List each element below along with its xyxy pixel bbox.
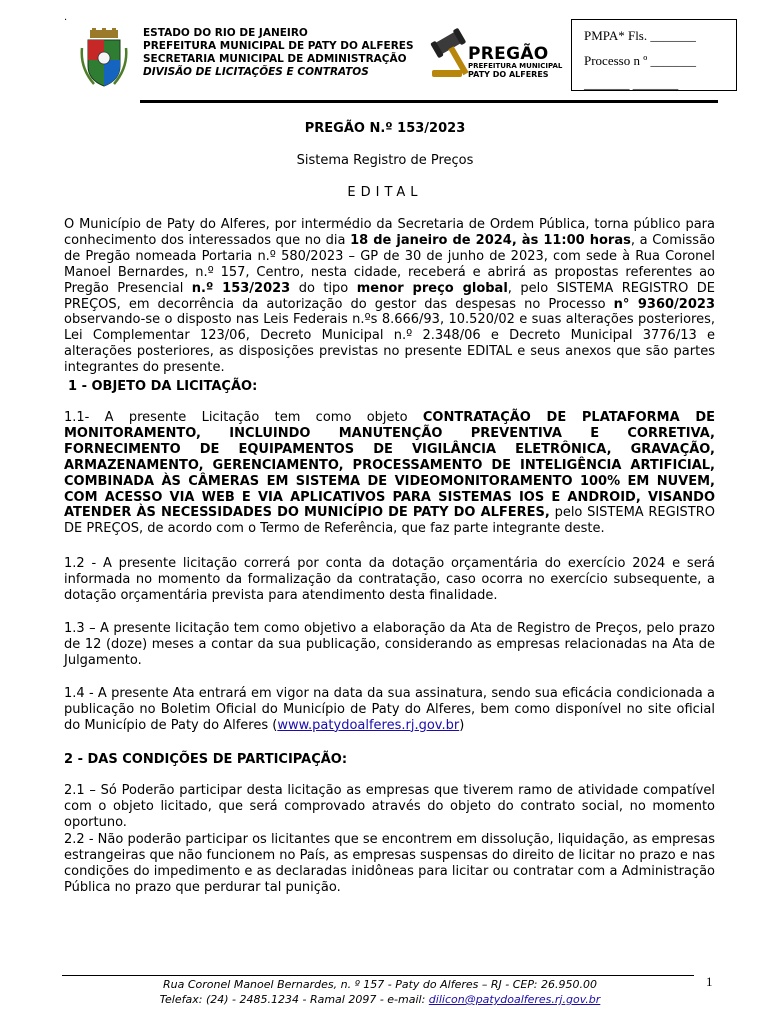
intro-type: menor preço global	[356, 280, 508, 296]
pregao-logo-subtitle	[468, 62, 562, 79]
section-1-heading: 1 - OBJETO DA LICITAÇÃO:	[68, 379, 258, 394]
intro-text: do tipo	[290, 280, 357, 296]
p14-text: 1.4 - A presente Ata entrará em vigor na data da sua assinatura, sendo sua eficácia condicionada a publicação no Boletim Oficial do Município de Paty do Alferes, bem como disponível no site oficial do Município de Paty do Alferes (	[64, 686, 715, 733]
p11-text: 1.1- A presente Licitação tem como objeto	[64, 410, 423, 425]
page-number: 1	[706, 974, 713, 989]
pregao-logo-title: PREGÃO	[468, 44, 549, 64]
footer-contact	[64, 993, 696, 1006]
pregao-logo-sub2: PATY DO ALFERES	[468, 69, 549, 79]
municipal-crest-icon	[80, 28, 128, 88]
header-division: DIVISÃO DE LICITAÇÕES E CONTRATOS	[143, 66, 369, 78]
footer-divider	[62, 975, 694, 976]
p14-text: )	[459, 717, 465, 733]
p11-object: CONTRATAÇÃO DE PLATAFORMA DE MONITORAMENTO, INCLUINDO MANUTENÇÃO PREVENTIVA E CORRETIVA, FORNECIMENTO DE EQUIPAMENTOS DE VIGILÂNCIA ELETRÔNICA, GRAVAÇÃO, ARMAZENAMENTO, GERENCIAMENTO, PROCESSAMENTO DE INTELIGÊNCIA ARTIFICIAL, COMBINADA ÀS CÂMERAS EM SISTEMA DE VIDEOMONITORAMENTO 100% EM NUVEM, COM ACESSO VIA WEB E VIA APLICATIVOS PARA SISTEMAS IOS E ANDROID, VISANDO ATENDER ÀS NECESSIDADES DO MUNICÍPIO DE PATY DO ALFERES,	[64, 410, 715, 521]
intro-pregao-number: n.º 153/2023	[191, 280, 291, 296]
intro-process-number: n° 9360/2023	[613, 296, 715, 312]
intro-text: , a Comissão de Pregão nomeada Portaria n.º 580/2023 – GP de 30 de junho de 2023, com sede à Rua Coronel Manoel Bernardes, n.º 157, Centro, nesta cidade, receberá e abrirá as propostas referentes ao Pregão Presencial	[64, 232, 716, 296]
section-2-heading: 2 - DAS CONDIÇÕES DE PARTICIPAÇÃO:	[64, 752, 348, 767]
intro-text: , pelo SISTEMA REGISTRO DE PREÇOS, em decorrência da autorização do gestor das despesas no Processo	[64, 280, 716, 312]
paragraph-2-2: 2.2 - Não poderão participar os licitantes que se encontrem em dissolução, liquidação, as empresas estrangeiras que não funcionem no País, as empresas suspensas do direito de licitar no prazo e nas condições do impedimento e as declaradas inidôneas para licitar ou contratar com a Administração Pública no prazo que perdurar tal punição.	[64, 832, 715, 895]
protocol-box	[571, 19, 737, 91]
intro-text: O Município de Paty do Alferes, por intermédio da Secretaria de Ordem Pública, torna público para conhecimento dos interessados que no dia	[64, 217, 715, 248]
protocol-fls: PMPA* Fls. _______	[584, 28, 696, 43]
intro-paragraph	[64, 217, 715, 376]
institution-header	[143, 27, 414, 79]
protocol-processo: Processo n º _______	[584, 53, 696, 68]
protocol-blanks: _______ _______	[584, 76, 679, 91]
intro-text: observando-se o disposto nas Leis Federais n.ºs 8.666/93, 10.520/02 e suas alterações posteriores, Lei Complementar 123/06, Decreto Municipal n.º 2.348/06 e Decreto Municipal 3776/13 e alterações posteriores, as disposições previstas no presente EDITAL e seus anexos que são partes integrantes do presente.	[64, 312, 715, 376]
paragraph-1-1	[64, 410, 715, 537]
document-title: PREGÃO N.º 153/2023	[304, 121, 466, 136]
header-prefecture: PREFEITURA MUNICIPAL DE PATY DO ALFERES	[143, 40, 414, 52]
header-divider	[140, 100, 718, 103]
paragraph-1-3: 1.3 – A presente licitação tem como objetivo a elaboração da Ata de Registro de Preços, pelo prazo de 12 (doze) meses a contar da sua publicação, considerando as empresas relacionadas na Ata de Julgamento.	[64, 621, 715, 668]
footer-address: Rua Coronel Manoel Bernardes, n. º 157 - Paty do Alferes – RJ - CEP: 26.950.00	[163, 978, 597, 991]
pregao-logo-sub1: PREFEITURA MUNICIPAL	[468, 62, 563, 70]
stray-dot: .	[64, 12, 68, 23]
website-link[interactable]: www.patydoalferes.rj.gov.br	[277, 717, 460, 733]
header-state: ESTADO DO RIO DE JANEIRO	[143, 27, 308, 39]
footer-phone: Telefax: (24) - 2485.1234 - Ramal 2097 - e-mail:	[159, 993, 429, 1006]
paragraph-1-2: 1.2 - A presente licitação correrá por conta da dotação orçamentária do exercício 2024 e será informada no momento da formalização da contratação, caso ocorra no exercício subsequente, a dotação orçamentária prevista para atendimento desta finalidade.	[64, 556, 715, 603]
edital-heading: EDITAL	[347, 185, 423, 200]
p11-text: pelo SISTEMA REGISTRO DE PREÇOS, de acordo com o Termo de Referência, que faz parte integrante deste.	[64, 505, 715, 537]
intro-date: 18 de janeiro de 2024, às 11:00 horas	[350, 232, 631, 248]
document-subtitle: Sistema Registro de Preços	[296, 153, 474, 168]
header-secretariat: SECRETARIA MUNICIPAL DE ADMINISTRAÇÃO	[143, 53, 407, 65]
paragraph-1-4	[64, 686, 715, 734]
paragraph-2-1: 2.1 – Só Poderão participar desta licitação as empresas que tiverem ramo de atividade compatível com o objeto licitado, que será comprovado através do objeto do contrato social, no momento oportuno.	[64, 783, 715, 830]
footer-email-link[interactable]: dilicon@patydoalferes.rj.gov.br	[428, 993, 601, 1006]
